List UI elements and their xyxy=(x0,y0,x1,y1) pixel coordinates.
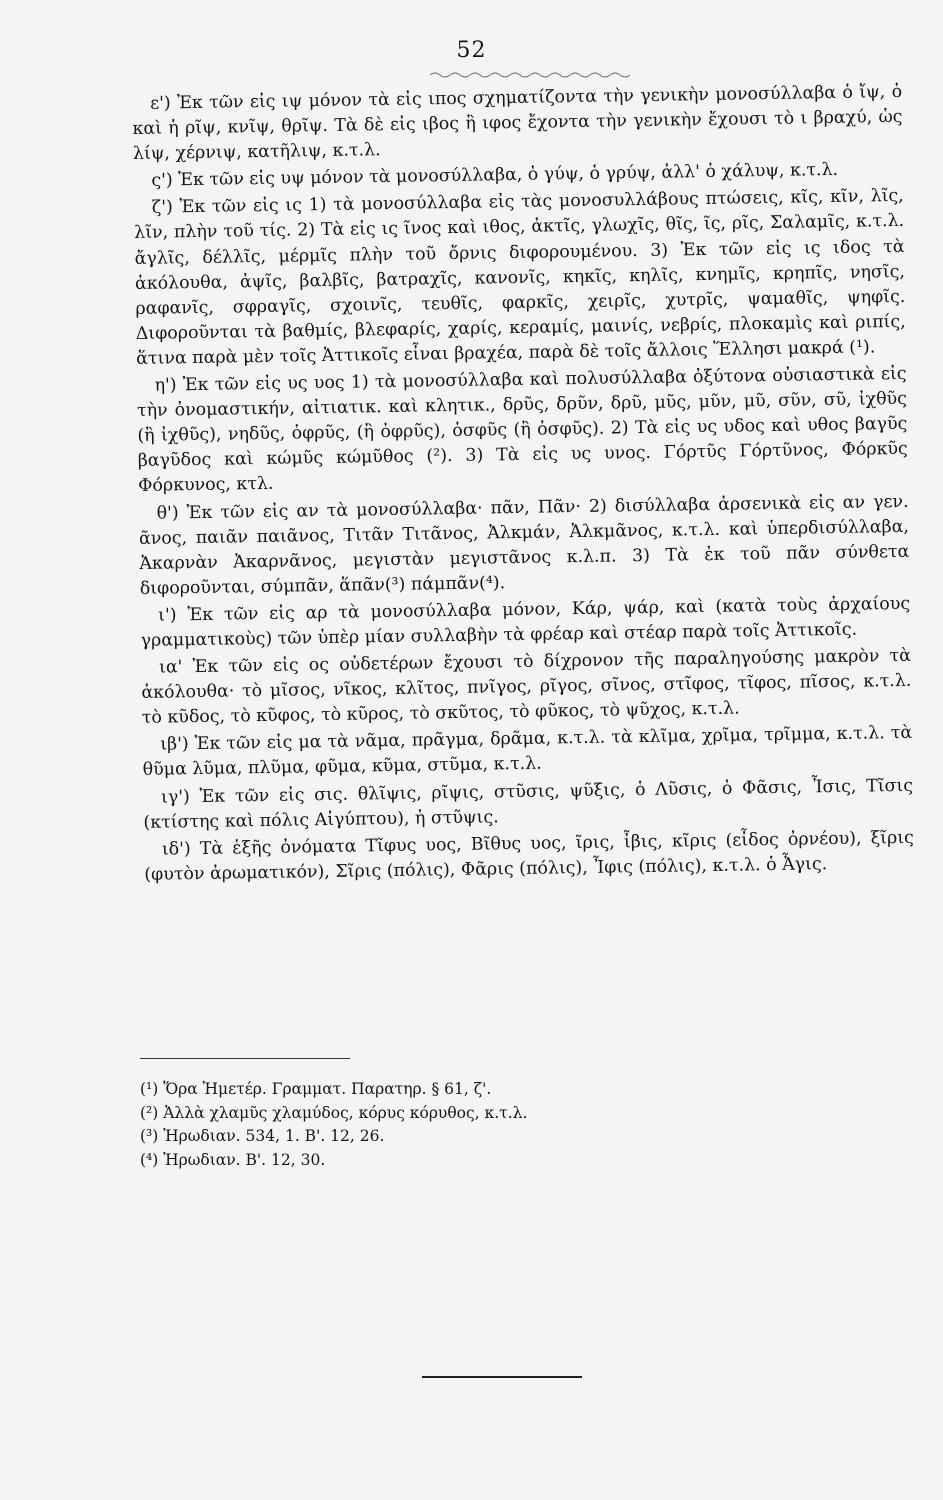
paragraph-iota-alpha: ια' Ἐκ τῶν εἰς ος οὐδετέρων ἔχουσι τὸ δίχρονον τῆς παραληγούσης μακρὸν τὰ ἀκόλουθα· τὸ μῖσος, νῖκος, κλῖτος, πνῖγος, ρῖγος, σῖνος, στῖφος, τῖφος, πῖσος, κ.τ.λ. τὸ κῦδος, τὸ κῦφος, τὸ κῦρος, τὸ σκῦτος, τὸ φῦκος, τὸ ψῦχος, κ.τ.λ. xyxy=(141,645,912,729)
paragraph-epsilon: ε') Ἐκ τῶν εἰς ιψ μόνον τὰ εἰς ιπος σχηματίζοντα τὴν γενικὴν μονοσύλλαβα ὁ ἴψ, ὁ καὶ ἡ ρῖψ, κνῖψ, θρῖψ. Τὰ δὲ εἰς ιβος ἢ ιφος ἔχοντα τὴν γενικὴν ἔχουσι τὸ ι βραχύ, ὡς λίψ, χέρνιψ, κατῆλιψ, κ.τ.λ. xyxy=(132,81,903,165)
paragraph-iota-beta: ιβ') Ἐκ τῶν εἰς μα τὰ νᾶμα, πρᾶγμα, δρᾶμα, κ.τ.λ. τὰ κλῖμα, χρῖμα, τρῖμμα, κ.τ.λ. τὰ θῦμα λῦμα, πλῦμα, φῦμα, κῦμα, στῦμα, κ.τ.λ. xyxy=(142,723,913,781)
paragraph-zeta: ζ') Ἐκ τῶν εἰς ις 1) τὰ μονοσύλλαβα εἰς τὰς μονοσυλλάβους πτώσεις, κῖς, κῖν, λῖς, λῖν, πλὴν τοῦ τίς. 2) Τὰ εἰς ις ῖνος καὶ ιθος, ἀκτῖς, γλωχῖς, θῖς, ῖς, ρῖς, Σαλαμῖς, κ.τ.λ. ἄγλῖς, δέλλῖς, μέρμῖς πλὴν τοῦ ὄρνις διφορουμένου. 3) Ἐκ τῶν εἰς ις ιδος τὰ ἀκόλουθα, ἀψῖς, βαλβῖς, βατραχῖς, κανονῖς, κηκῖς, κηλῖς, κνημῖς, κρηπῖς, νησῖς, ραφανῖς, σφραγῖς, σχοινῖς, τευθῖς, φαρκῖς, χειρῖς, χυτρῖς, ψαμαθῖς, ψηφῖς. Διφοροῦνται τὰ βαθμίς, βλεφαρίς, χαρίς, κεραμίς, μαινίς, νεβρίς, πλοκαμὶς καὶ ριπίς, ἅτινα παρὰ μὲν τοῖς Ἀττικοῖς εἶναι βραχέα, παρὰ δὲ τοῖς ἄλλοις Ἕλλησι μακρά (¹). xyxy=(134,186,906,369)
paragraph-iota-gamma: ιγ') Ἐκ τῶν εἰς σις. θλῖψις, ρῖψις, στῦσις, ψῦξις, ὁ Λῦσις, ὁ Φᾶσις, Ἶσις, Τῖσις (κτίστης καὶ πόλις Αἰγύπτου), ἡ στῦψις. xyxy=(143,775,914,833)
end-rule xyxy=(422,1376,582,1378)
paragraph-stigma: ς') Ἐκ τῶν εἰς υψ μόνον τὰ μονοσύλλαβα, ὁ γύψ, ὁ γρύψ, ἀλλ' ὁ χάλυψ, κ.τ.λ. xyxy=(151,160,839,191)
body-text xyxy=(132,80,914,890)
footnote-2: (²) Ἀλλὰ χλαμῦς χλαμύδος, κόρυς κόρυθος, κ.τ.λ. xyxy=(140,1103,528,1122)
footnote-1: (¹) Ὅρα Ἡμετέρ. Γραμματ. Παρατηρ. § 61, ζ'. xyxy=(140,1080,492,1098)
footnotes xyxy=(140,1078,660,1172)
paragraph-theta: θ') Ἐκ τῶν εἰς αν τὰ μονοσύλλαβα· πᾶν, Πᾶν· 2) δισύλλαβα ἀρσενικὰ εἰς αν γεν. ᾶνος, παιᾶν παιᾶνος, Τιτᾶν Τιτᾶνος, Ἀλκμάν, Ἀλκμᾶνος, κ.τ.λ. καὶ ὑπερδισύλλαβα, Ἀκαρνὰν Ἀκαρνᾶνος, μεγιστὰν μεγιστᾶνος κ.λ.π. 3) Τὰ ἐκ τοῦ πᾶν σύνθετα διφοροῦνται, σύμπᾶν, ἅπᾶν(³) πάμπᾶν(⁴). xyxy=(138,491,910,599)
footnote-separator xyxy=(140,1058,350,1059)
wavy-ornament-divider xyxy=(430,70,630,80)
page-number: 52 xyxy=(456,38,487,63)
footnote-4: (⁴) Ἡρωδιαν. Β'. 12, 30. xyxy=(140,1150,326,1169)
paragraph-iota-delta: ιδ') Τὰ ἑξῆς ὀνόματα Τῖφυς υος, Βῖθυς υος, ῖρις, ἶβις, κῖρις (εἶδος ὀρνέου), ξῖρις (φυτὸν ἀρωματικόν), Σῖρις (πόλις), Φᾶρις (πόλις), Ἶφις (πόλις), κ.τ.λ. ὁ Ἆγις. xyxy=(144,827,914,885)
paragraph-iota: ι') Ἐκ τῶν εἰς αρ τὰ μονοσύλλαβα μόνον, Κάρ, ψάρ, καὶ (κατὰ τοὺς ἀρχαίους γραμματικοὺς) τῶν ὑπὲρ μίαν συλλαβὴν τὰ φρέαρ καὶ στέαρ παρὰ τοῖς Ἀττικοῖς. xyxy=(140,593,911,651)
paragraph-eta: η') Ἐκ τῶν εἰς υς υος 1) τὰ μονοσύλλαβα καὶ πολυσύλλαβα ὀξύτονα οὐσιαστικὰ εἰς τὴν ὀνομαστικήν, αἰτιατικ. καὶ κλητικ., δρῦς, δρῦν, δρῦ, μῦς, μῦν, μῦ, σῦν, σῦ, ἰχθῦς (ἢ ἰχθῦς), νηδῦς, ὀφρῦς, (ἢ ὀφρῦς), ὀσφῦς (ἢ ὀσφῦς). 2) Τὰ εἰς υς υδος καὶ υθος βαγῦς βαγῦδος καὶ κώμῦς κώμῦθος (²). 3) Τὰ εἰς υς υνος. Γόρτῦς Γόρτῦνος, Φόρκῦς Φόρκυνος, κτλ. xyxy=(136,363,908,497)
footnote-3: (³) Ἡρωδιαν. 534, 1. Β'. 12, 26. xyxy=(140,1127,385,1145)
